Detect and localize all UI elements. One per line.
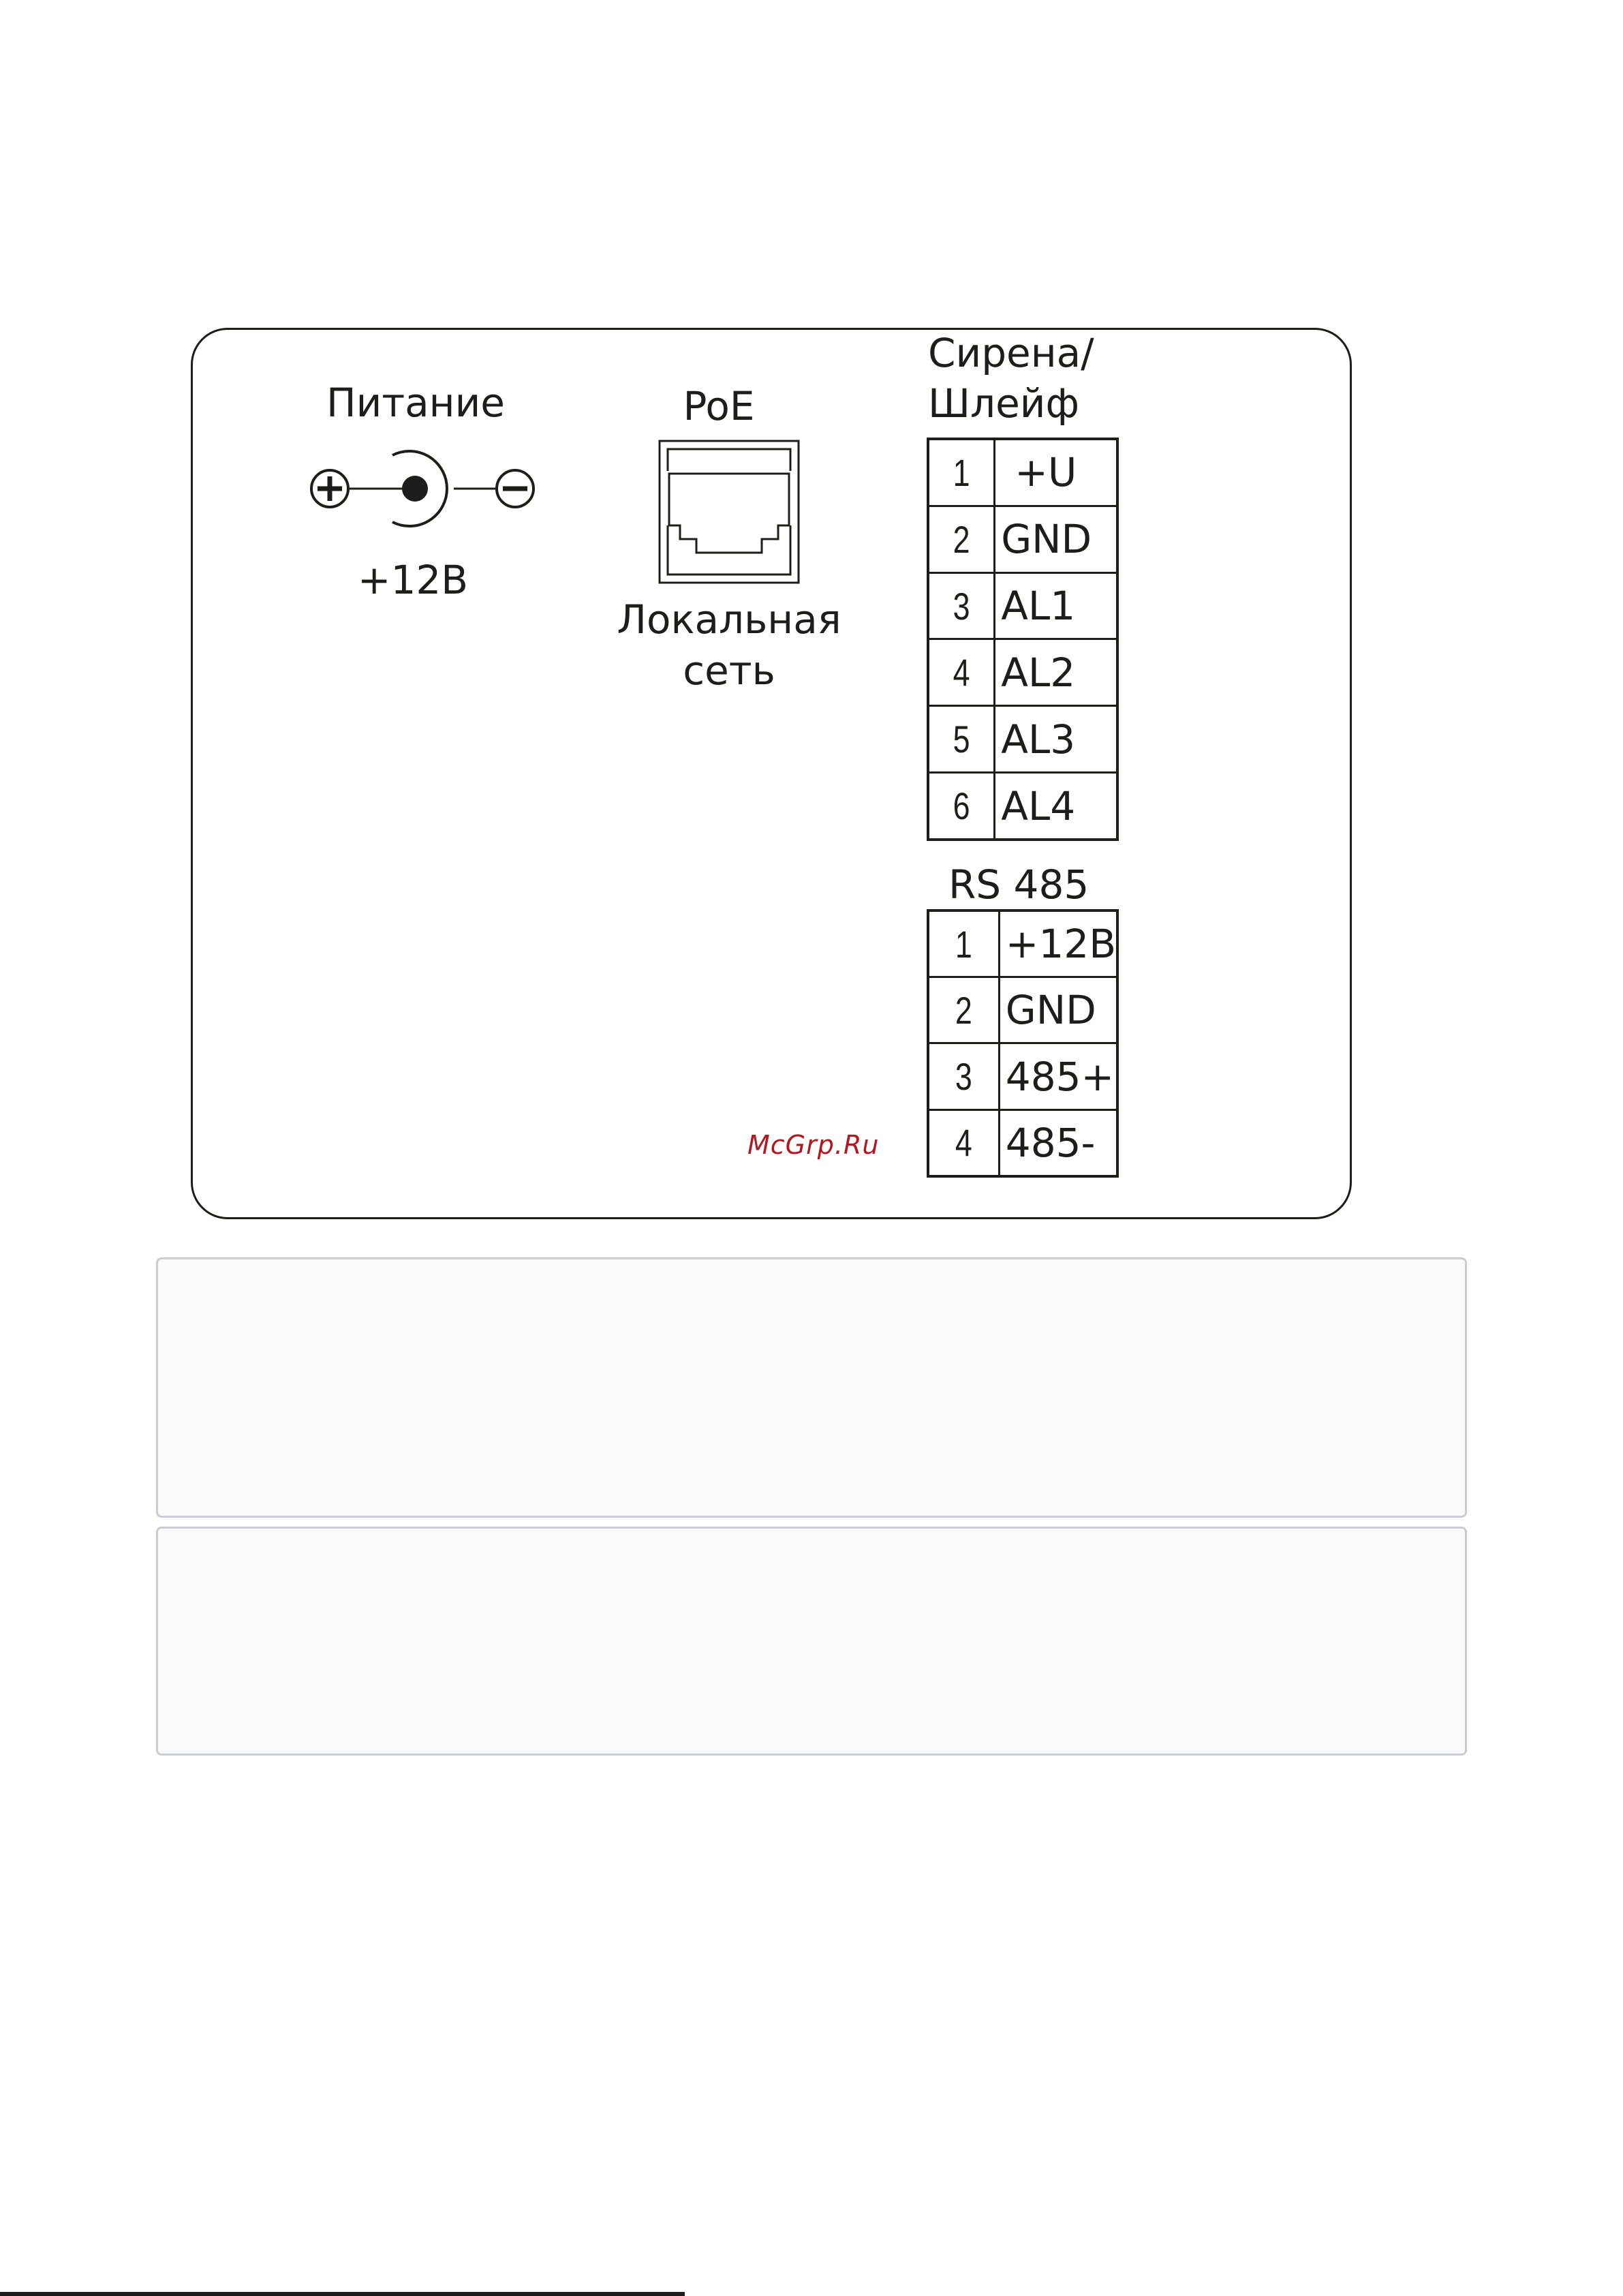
pin-number: 1 [935,439,988,506]
dc-power-jack-icon [305,443,544,538]
pin-signal: +U [995,439,1117,506]
table-row [928,1043,1117,1109]
rj45-port-icon [658,440,800,584]
pin-signal: 485+ [999,1043,1117,1109]
pin-number: 5 [935,706,988,773]
pin-number: 1 [935,910,991,977]
rs485-pin-table [927,909,1119,1178]
pin-signal: 485- [999,1109,1117,1176]
pin-signal: GND [999,977,1117,1043]
table-row [928,977,1117,1043]
table-row [928,639,1117,706]
pin-signal: AL1 [995,572,1117,639]
note-box-1 [156,1257,1467,1518]
power-voltage-label: +12В [357,557,469,603]
siren-pin-table [927,438,1119,841]
bottom-rule [0,2292,685,2296]
rs485-title: RS 485 [948,861,1089,908]
pin-signal: AL2 [995,639,1117,706]
pin-number: 4 [935,639,988,706]
pin-number: 6 [935,773,988,840]
table-row [928,910,1117,977]
poe-caption-line1: Локальная [617,596,841,643]
table-row [928,706,1117,773]
table-row [928,773,1117,840]
table-row [928,439,1117,506]
pin-number: 2 [935,506,988,572]
pin-signal: GND [995,506,1117,572]
pin-number: 4 [935,1109,991,1176]
siren-title-line2: Шлейф [928,380,1080,427]
pin-number: 3 [935,572,988,639]
table-row [928,572,1117,639]
table-row [928,1109,1117,1176]
pin-signal: +12В [999,910,1117,977]
table-row [928,506,1117,572]
pin-number: 2 [935,977,991,1043]
power-title: Питание [326,380,505,426]
poe-title: PoE [683,383,755,429]
note-box-2 [156,1527,1467,1756]
pin-number: 3 [935,1043,991,1109]
siren-title-line1: Сирена/ [928,330,1094,376]
pin-signal: AL3 [995,706,1117,773]
watermark: McGrp.Ru [747,1130,880,1160]
poe-caption-line2: сеть [683,647,775,694]
pin-signal: AL4 [995,773,1117,840]
